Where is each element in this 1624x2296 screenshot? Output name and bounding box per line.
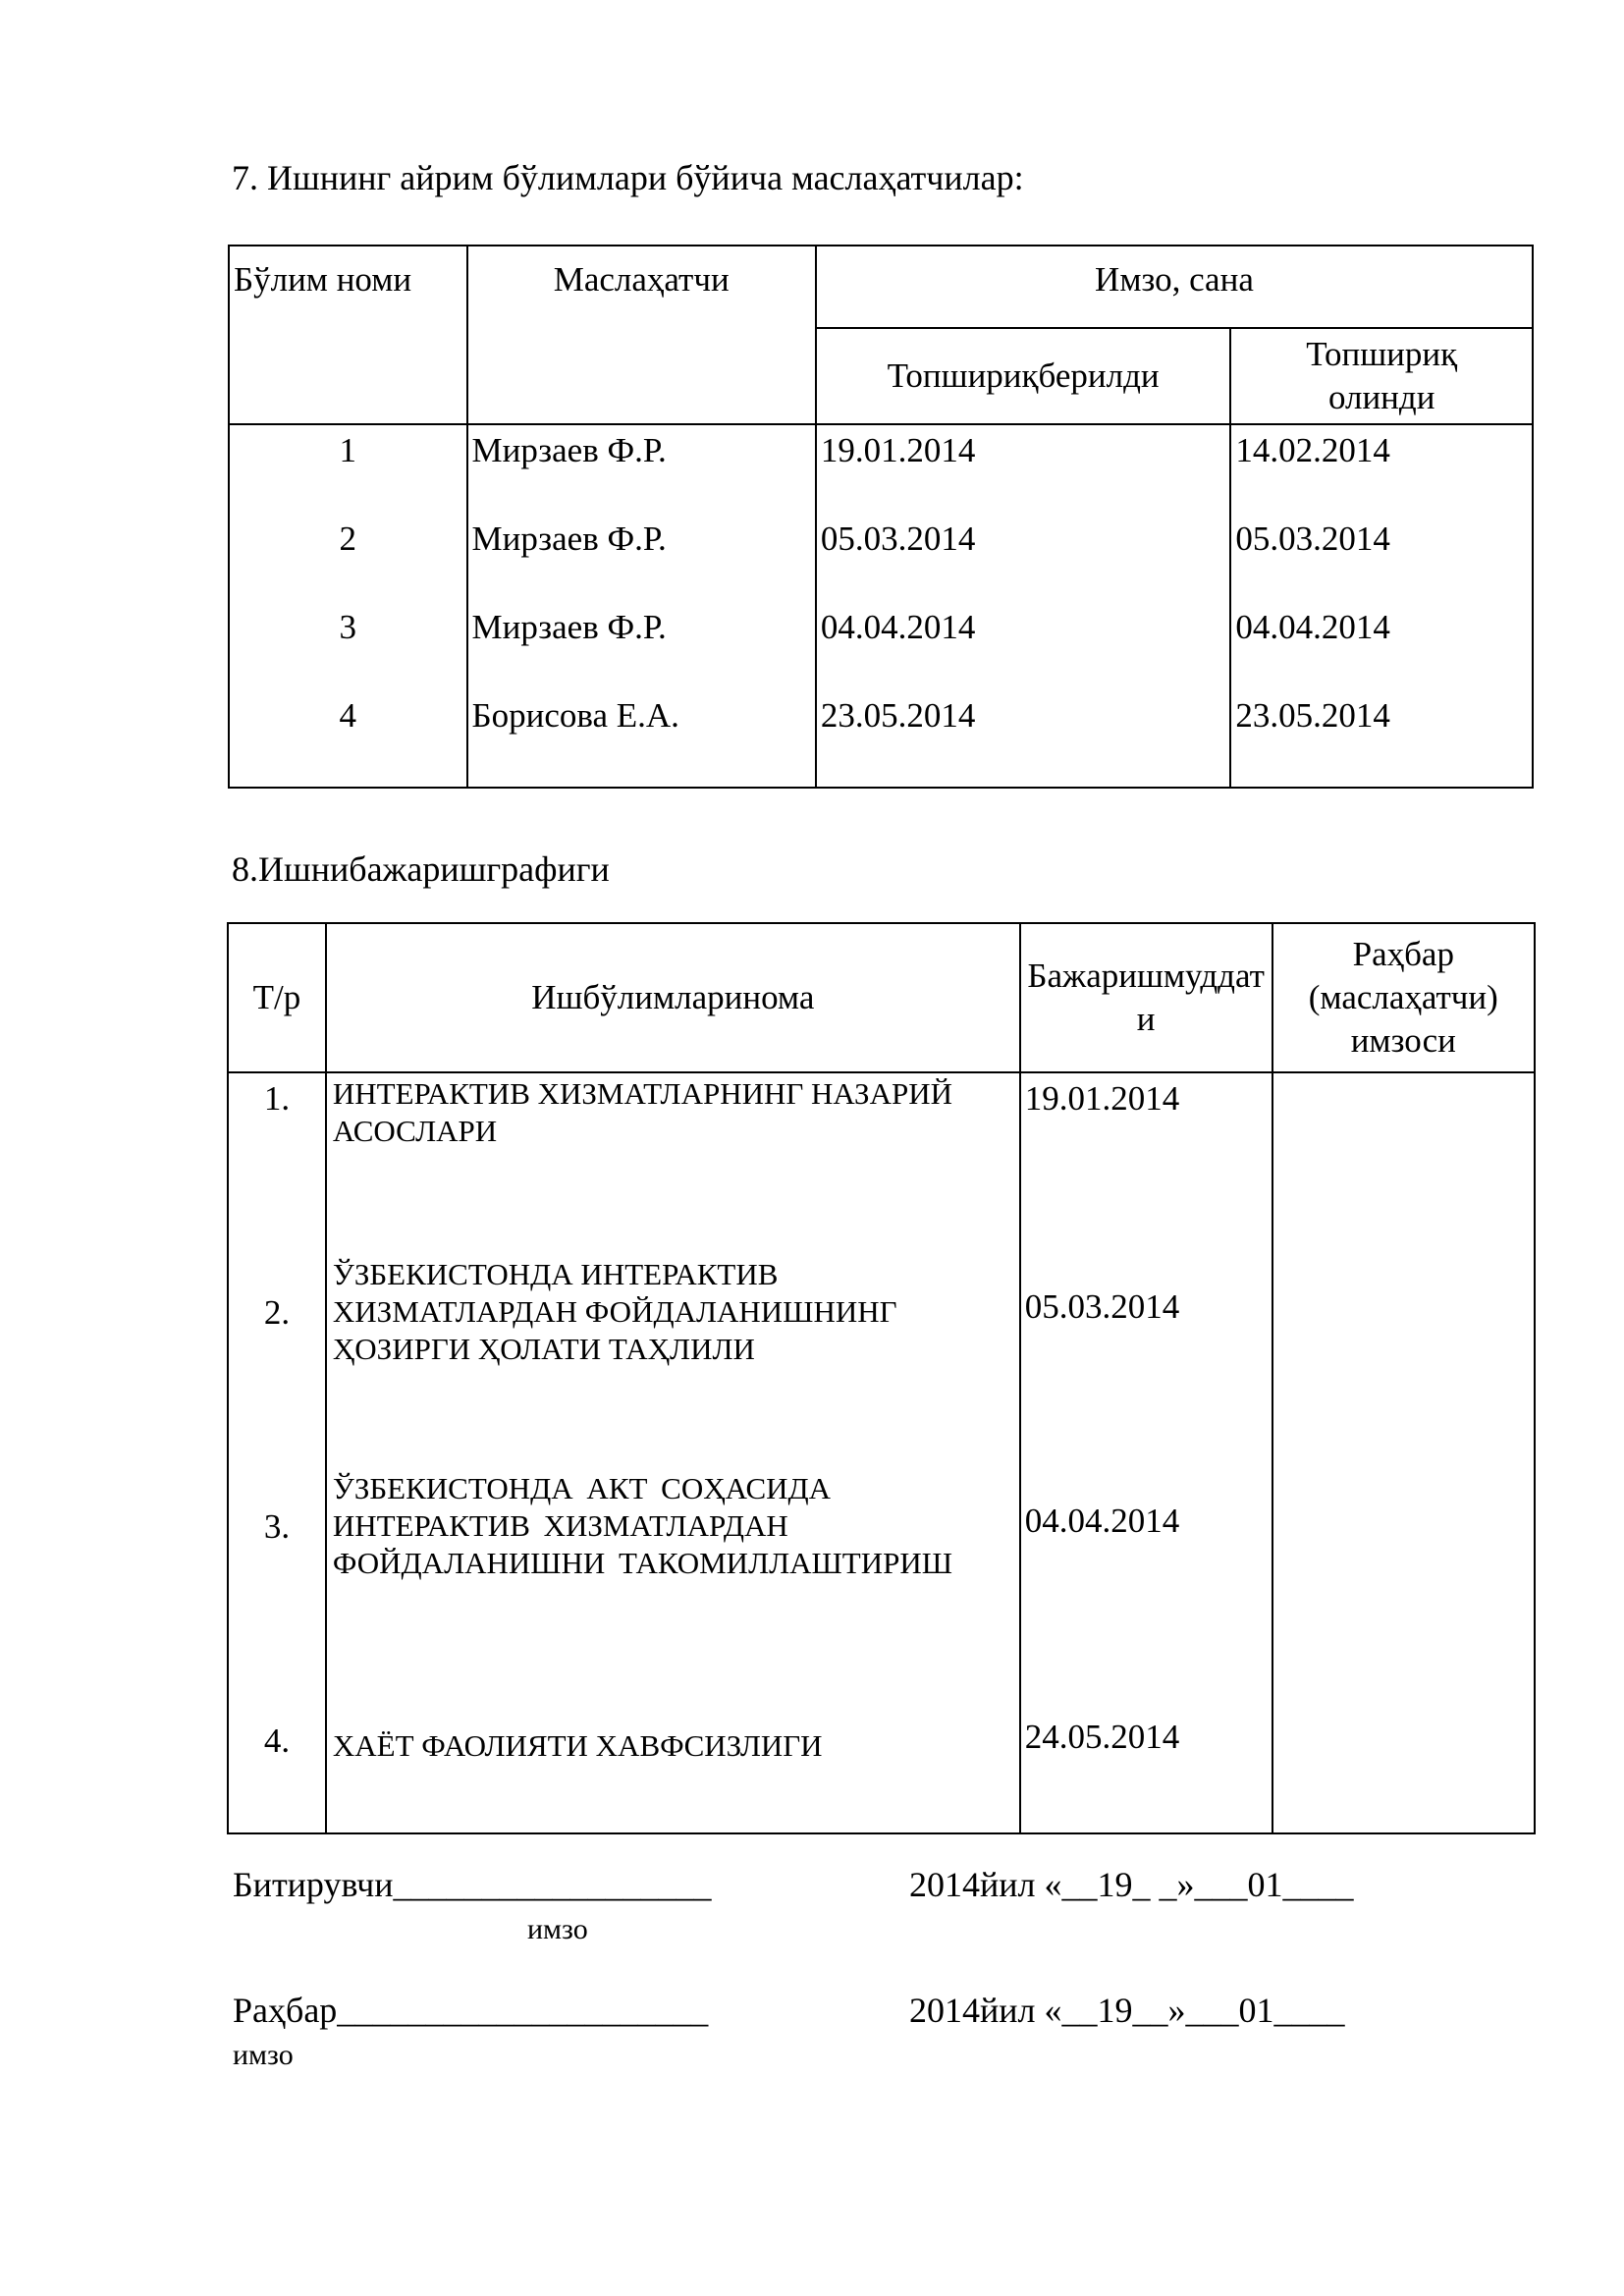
col-header-signature-date: Имзо, сана — [816, 246, 1533, 328]
row-number: 2 — [229, 514, 467, 602]
col-header-received: Топшириқ олинди — [1230, 328, 1533, 424]
row-assigned-date: 19.01.2014 — [816, 424, 1231, 514]
table-row — [228, 1256, 1535, 1470]
row-deadline: 19.01.2014 — [1020, 1072, 1272, 1256]
graduate-signature-caption: имзо — [527, 1913, 588, 1945]
row-assigned-date: 23.05.2014 — [816, 690, 1231, 788]
table-row — [229, 690, 1533, 788]
col-header-supervisor-signature: Раҳбар (маслаҳатчи) имзоси — [1272, 923, 1535, 1072]
row-number: 3. — [228, 1470, 326, 1684]
supervisor-signature-line: Раҳбар_____________________ — [233, 1991, 709, 2030]
col-header-section-name: Бўлим номи — [229, 246, 467, 424]
section8-heading: 8.Ишнибажаришграфиги — [232, 849, 610, 889]
col-header-consultant: Маслаҳатчи — [467, 246, 816, 424]
section7-heading: 7. Ишнинг айрим бўлимлари бўйича маслаҳатчилар: — [232, 158, 1024, 197]
col-header-section-name: Ишбўлимларинома — [326, 923, 1020, 1072]
row-received-date: 05.03.2014 — [1230, 514, 1533, 602]
row-section-title: ИНТЕРАКТИВ ХИЗМАТЛАРНИНГ НАЗАРИЙ АСОСЛАРИ — [326, 1072, 1020, 1256]
supervisor-signature-caption: имзо — [233, 2039, 294, 2071]
row-deadline: 05.03.2014 — [1020, 1256, 1272, 1470]
row-received-date: 04.04.2014 — [1230, 602, 1533, 690]
row-consultant: Мирзаев Ф.Р. — [467, 514, 816, 602]
supervisor-date: 2014йил «__19__»___01____ — [909, 1991, 1345, 2030]
row-number: 1. — [228, 1072, 326, 1256]
row-supervisor-signature — [1272, 1256, 1535, 1470]
graduate-signature-line: Битирувчи__________________ — [233, 1865, 712, 1904]
row-consultant: Мирзаев Ф.Р. — [467, 602, 816, 690]
table-row — [228, 1072, 1535, 1256]
table-row — [228, 1470, 1535, 1684]
col-header-deadline: Бажаришмуддати — [1020, 923, 1272, 1072]
row-supervisor-signature — [1272, 1072, 1535, 1256]
row-consultant: Борисова Е.А. — [467, 690, 816, 788]
row-section-title: ЎЗБЕКИСТОНДА АКТ СОҲАСИДА ИНТЕРАКТИВ ХИЗМАТЛАРДАН ФОЙДАЛАНИШНИ ТАКОМИЛЛАШТИРИШ — [326, 1470, 1020, 1684]
row-number: 1 — [229, 424, 467, 514]
row-number: 4. — [228, 1684, 326, 1833]
row-assigned-date: 04.04.2014 — [816, 602, 1231, 690]
row-number: 4 — [229, 690, 467, 788]
row-number: 3 — [229, 602, 467, 690]
schedule-table — [227, 922, 1536, 1834]
row-deadline: 24.05.2014 — [1020, 1684, 1272, 1833]
row-supervisor-signature — [1272, 1470, 1535, 1684]
row-section-title: ЎЗБЕКИСТОНДА ИНТЕРАКТИВ ХИЗМАТЛАРДАН ФОЙДАЛАНИШНИНГ ҲОЗИРГИ ҲОЛАТИ ТАҲЛИЛИ — [326, 1256, 1020, 1470]
row-assigned-date: 05.03.2014 — [816, 514, 1231, 602]
table-row — [229, 514, 1533, 602]
table-row — [229, 424, 1533, 514]
consultants-table — [228, 245, 1534, 789]
row-deadline: 04.04.2014 — [1020, 1470, 1272, 1684]
row-supervisor-signature — [1272, 1684, 1535, 1833]
col-header-number: Т/р — [228, 923, 326, 1072]
row-section-title: ХАЁТ ФАОЛИЯТИ ХАВФСИЗЛИГИ — [326, 1684, 1020, 1833]
table-row — [229, 602, 1533, 690]
graduate-date: 2014йил «__19_ _»___01____ — [909, 1865, 1354, 1904]
row-consultant: Мирзаев Ф.Р. — [467, 424, 816, 514]
row-number: 2. — [228, 1256, 326, 1470]
row-received-date: 14.02.2014 — [1230, 424, 1533, 514]
table-row — [228, 1684, 1535, 1833]
col-header-assigned: Топшириқберилди — [816, 328, 1231, 424]
row-received-date: 23.05.2014 — [1230, 690, 1533, 788]
